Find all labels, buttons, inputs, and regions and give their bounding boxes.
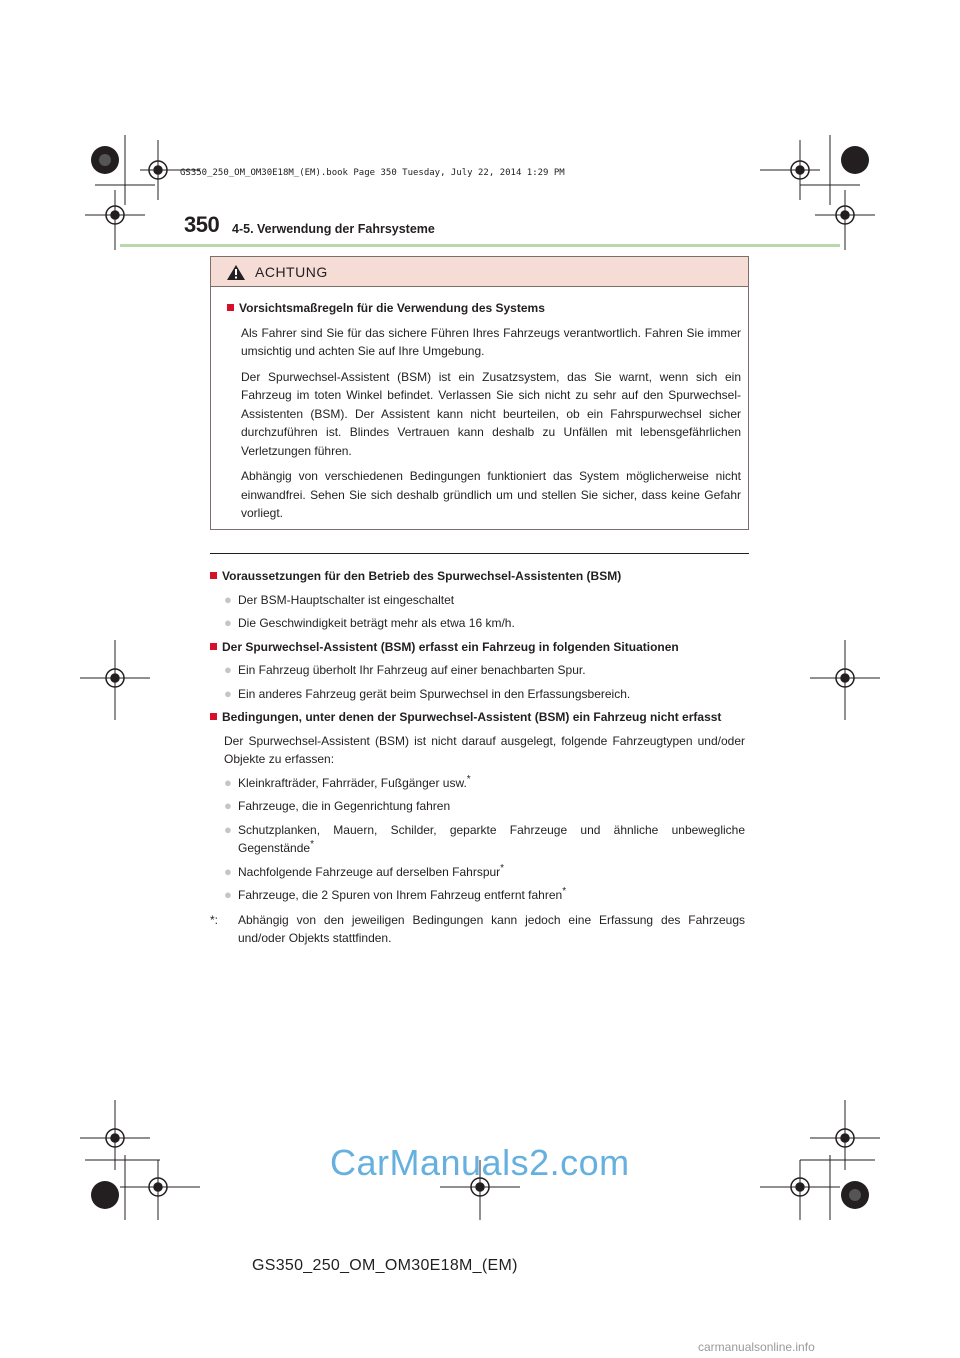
warning-heading: Vorsichtsmaßregeln für die Verwendung des Systems	[227, 299, 741, 318]
footer-code: GS350_250_OM_OM30E18M_(EM)	[252, 1257, 518, 1274]
warning-paragraph: Der Spurwechsel-Assistent (BSM) ist ein Zusatzsystem, das Sie warnt, wenn sich ein Fahrzeug im toten Winkel befindet. Verlassen Sie sich nicht zu sehr auf den Spurwechsel-Assistenten (BSM). Der Assistent kann nicht beurteilen, ob ein Fahrspurwechsel sicher durchzuführen ist. Blindes Vertrauen kann deshalb zu Unfällen mit lebensgefährlichen Verletzungen führen.	[241, 369, 741, 458]
bullet-icon: ●	[224, 887, 232, 902]
section-title: 4-5. Verwendung der Fahrsysteme	[232, 222, 435, 236]
warning-box	[210, 256, 749, 530]
warning-paragraph: Abhängig von verschiedenen Bedingungen funktioniert das System möglicherweise nicht einwandfrei. Sehen Sie sich deshalb gründlich um und stellen Sie sicher, dass keine Gefahr vorliegt.	[241, 469, 741, 520]
heading-marker	[210, 713, 217, 720]
list-item: ● Ein Fahrzeug überholt Ihr Fahrzeug auf einer benachbarten Spur.	[224, 661, 745, 680]
list-item: ● Fahrzeuge, die 2 Spuren von Ihrem Fahrzeug entfernt fahren*	[224, 886, 745, 905]
list-item: ● Kleinkrafträder, Fahrräder, Fußgänger usw.*	[224, 774, 745, 793]
bullet-icon: ●	[224, 662, 232, 677]
list-item: ● Die Geschwindigkeit beträgt mehr als etwa 16 km/h.	[224, 614, 745, 633]
footnote-text: Abhängig von den jeweiligen Bedingungen kann jedoch eine Erfassung des Fahrzeugs und/oder Objekts stattfinden.	[238, 912, 745, 945]
heading-marker	[210, 643, 217, 650]
heading-marker	[227, 304, 234, 311]
bullet-icon: ●	[224, 774, 232, 790]
header-rule	[120, 244, 840, 247]
list-item: ● Nachfolgende Fahrzeuge auf derselben Fahrspur*	[224, 863, 745, 882]
main-content	[210, 567, 745, 948]
list-item: ● Der BSM-Hauptschalter ist eingeschaltet	[224, 591, 745, 610]
page-number: 350	[184, 212, 220, 237]
asterisk: *	[310, 839, 314, 850]
heading-marker	[210, 572, 217, 579]
bullet-icon: ●	[224, 591, 232, 607]
warning-triangle-icon	[226, 264, 246, 281]
asterisk: *	[500, 862, 505, 874]
asterisk: *	[562, 886, 567, 897]
list-item: ● Schutzplanken, Mauern, Schilder, geparkte Fahrzeuge und ähnliche unbewegliche Gegenstände*	[224, 821, 745, 855]
warning-header	[211, 257, 748, 287]
bullet-icon: ●	[224, 685, 232, 701]
section-heading: Voraussetzungen für den Betrieb des Spurwechsel-Assistenten (BSM)	[210, 567, 745, 586]
book-info-line: GS350_250_OM_OM30E18M_(EM).book Page 350 Tuesday, July 22, 2014 1:29 PM	[180, 168, 565, 178]
bullet-icon: ●	[224, 798, 232, 813]
footnote-marker: *:	[210, 912, 219, 927]
warning-label: ACHTUNG	[255, 264, 328, 280]
bullet-icon: ●	[224, 863, 232, 879]
bullet-icon: ●	[224, 821, 232, 837]
list-item: ● Ein anderes Fahrzeug gerät beim Spurwechsel in den Erfassungsbereich.	[224, 685, 745, 704]
list-item: ● Fahrzeuge, die in Gegenrichtung fahren	[224, 797, 745, 816]
watermark-text: carmanualsonline.info	[698, 1340, 815, 1354]
section-heading: Der Spurwechsel-Assistent (BSM) erfasst ein Fahrzeug in folgenden Situationen	[210, 638, 745, 657]
section-intro: Der Spurwechsel-Assistent (BSM) ist nicht darauf ausgelegt, folgende Fahrzeugtypen und/oder Objekte zu erfassen:	[224, 733, 745, 766]
watermark-logo: CarManuals2.com	[330, 1142, 630, 1183]
section-separator	[210, 553, 749, 554]
bullet-icon: ●	[224, 615, 232, 630]
footnote	[210, 911, 745, 948]
asterisk: *	[466, 773, 471, 785]
warning-body	[227, 299, 741, 530]
section-heading: Bedingungen, unter denen der Spurwechsel-Assistent (BSM) ein Fahrzeug nicht erfasst	[210, 708, 745, 727]
warning-paragraph: Als Fahrer sind Sie für das sichere Führen Ihres Fahrzeugs verantwortlich. Fahren Sie immer umsichtig und achten Sie auf Ihre Umgebung.	[241, 325, 741, 358]
